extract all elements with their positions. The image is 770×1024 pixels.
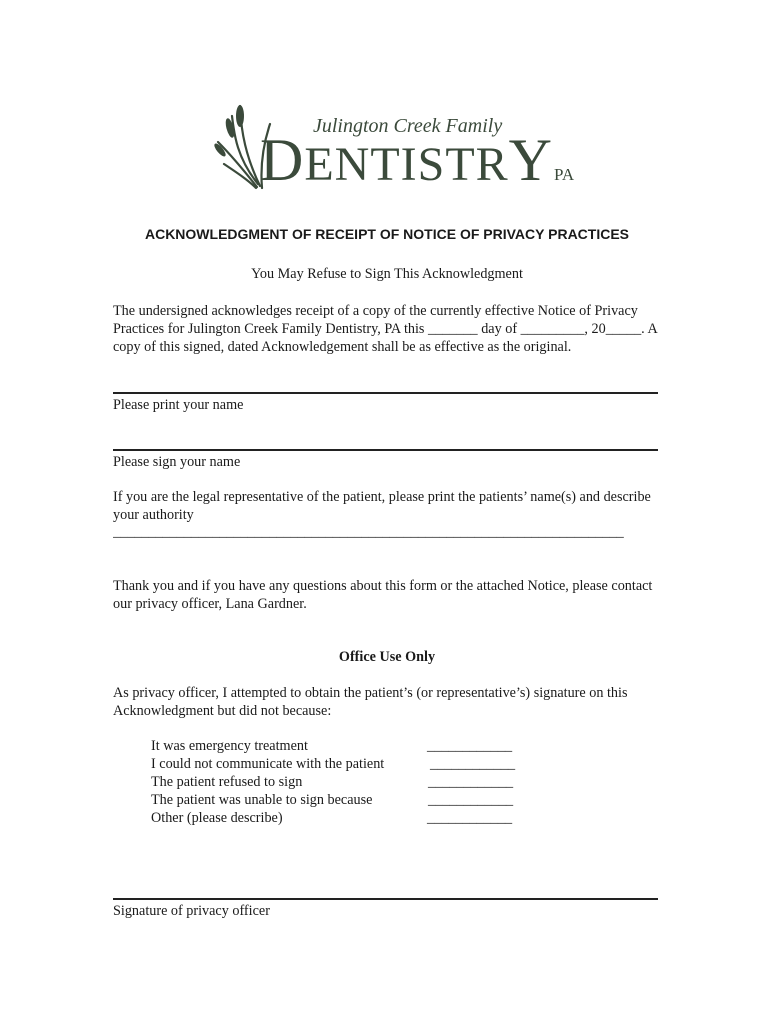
reason-blank: ____________ [427,810,513,826]
reason-item: The patient was unable to sign because [151,792,373,808]
logo-practice-name: Julington Creek Family [313,115,503,137]
logo-final: Y [508,127,554,193]
representative-blank: ________________________________________________________________________ [113,524,624,540]
intro-paragraph: The undersigned acknowledges receipt of a copy of the currently effective Notice of Privacy Practices for Julington Creek Family Dentistry, PA this _______ day of _________, 20_____. A copy of this signed, dated Acknowledgement shall be as effective as the original. [113,303,657,355]
officer-signature-line [113,898,658,900]
reason-item: Other (please describe) [151,810,283,826]
document-title: ACKNOWLEDGMENT OF RECEIPT OF NOTICE OF PRIVACY PRACTICES [144,226,630,242]
reason-blank: ____________ [428,774,514,790]
office-use-heading: Office Use Only [338,649,436,665]
officer-signature-label: Signature of privacy officer [113,903,270,919]
refusal-notice: You May Refuse to Sign This Acknowledgment [251,266,523,282]
print-name-line [113,392,658,394]
practice-logo [210,102,575,194]
logo-middle: ENTISTR [304,138,509,191]
thanks-paragraph: Thank you and if you have any questions about this form or the attached Notice, please contact our privacy officer, Lana Gardner. [113,578,653,612]
logo-initial: D [260,127,305,193]
reason-blank: ____________ [428,792,514,808]
reason-item: I could not communicate with the patient [151,756,385,772]
logo-suffix: PA [554,165,575,184]
privacy-officer-statement: As privacy officer, I attempted to obtain the patient’s (or representative’s) signature on this Acknowledgment but did not because: [113,685,628,719]
reason-blank: ____________ [430,756,516,772]
sign-name-label: Please sign your name [113,454,241,470]
representative-paragraph: If you are the legal representative of the patient, please print the patients’ name(s) and describe your authority [113,489,651,523]
reason-item: The patient refused to sign [151,774,303,790]
reason-item: It was emergency treatment [151,738,308,754]
print-name-label: Please print your name [113,397,244,413]
reason-blank: ____________ [427,738,513,754]
sign-name-line [113,449,658,451]
logo-brand-wordmark [260,127,575,199]
